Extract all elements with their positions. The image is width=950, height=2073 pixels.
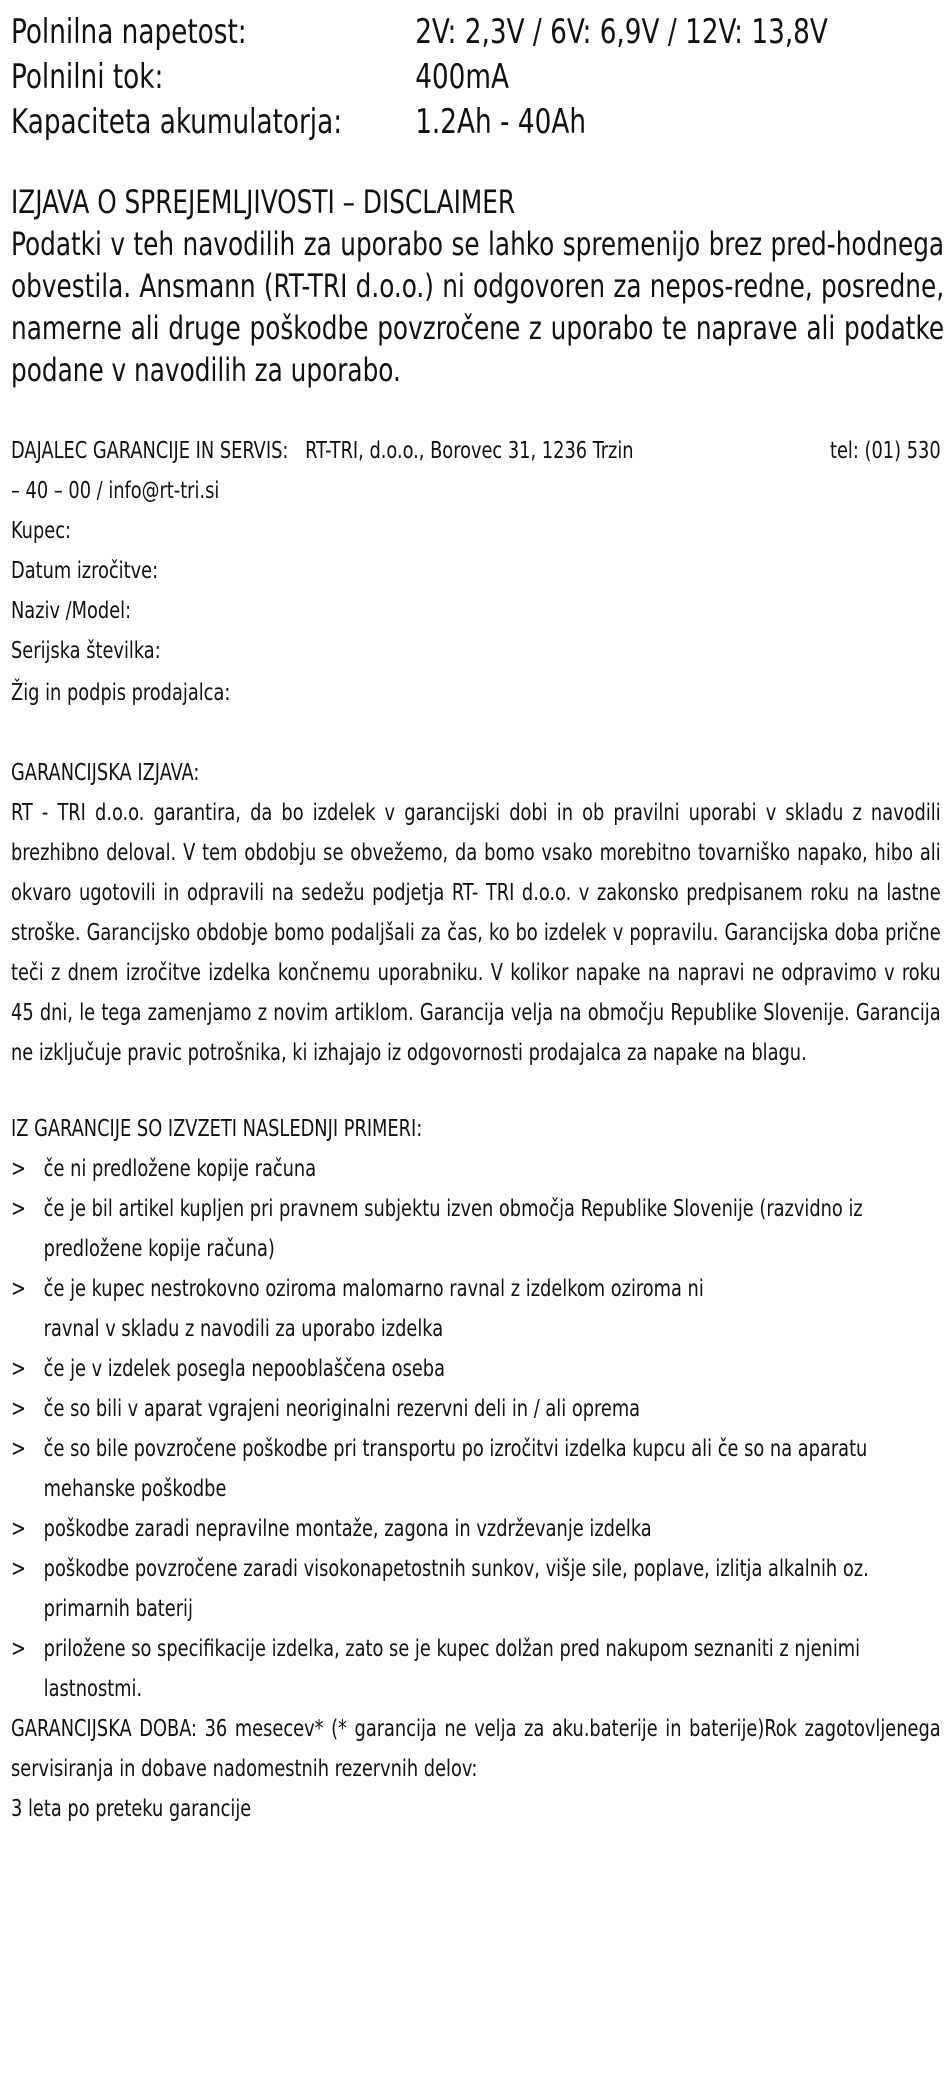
bullet-marker: > <box>11 1156 26 1182</box>
list-item-text: če so bili v aparat vgrajeni neoriginalni rezervni deli in / ali oprema <box>43 1396 641 1422</box>
dealer-contact-continued: – 40 – 00 / info@rt-tri.si <box>11 478 220 504</box>
field-model: Naziv /Model: <box>11 598 132 624</box>
spec-label: Polnilni tok: <box>11 57 164 97</box>
dealer-company: RT-TRI, d.o.o., Borovec 31, 1236 Trzin <box>305 438 634 464</box>
list-item <box>11 1629 941 1709</box>
exceptions-section <box>11 1109 940 1829</box>
list-item <box>11 1269 941 1349</box>
bullet-marker: > <box>11 1276 26 1302</box>
dealer-label: DAJALEC GARANCIJE IN SERVIS: <box>11 438 289 464</box>
dealer-contact-line <box>11 431 941 471</box>
disclaimer-text: Podatki v teh navodilih za uporabo se lahko spremenijo brez pred-hodnega obvestila. Ansmann (RT-TRI d.o.o.) ni odgovoren za nepos-redne, posredne, namerne ali druge poškodbe povzročene z uporabo te naprave ali podatke podane v navodilih za uporabo. <box>11 225 945 389</box>
list-item-text: če je kupec nestrokovno oziroma malomarno ravnal z izdelkom oziroma ni ravnal v skladu z navodili za uporabo izdelka <box>43 1276 704 1342</box>
spec-label: Polnilna napetost: <box>11 12 247 52</box>
spec-value: 400mA <box>415 57 510 97</box>
dealer-section <box>11 431 940 713</box>
list-item-text: če ni predložene kopije računa <box>43 1156 317 1182</box>
bullet-marker: > <box>11 1356 26 1382</box>
spec-value: 1.2Ah - 40Ah <box>415 102 587 142</box>
manual-page <box>0 10 950 2073</box>
bullet-marker: > <box>11 1196 26 1222</box>
warranty-text: RT - TRI d.o.o. garantira, da bo izdelek v garancijski dobi in ob pravilni uporabi v skladu z navodili brezhibno deloval. V tem obdobju se obvežemo, da bomo vsako morebitno tovarniško napako, hibo ali okvaro ugotovili in odpravili na sedežu podjetja RT- TRI d.o.o. v zakonsko predpisanem roku na lastne stroške. Garancijsko obdobje bomo podaljšali za čas, ko bo izdelek v popravilu. Garancijska doba prične teči z dnem izročitve izdelka končnemu uporabniku. V kolikor napake na napravi ne odpravimo v roku 45 dni, le tega zamenjamo z novim artiklom. Garancija velja na območju Republike Slovenije. Garancija ne izključuje pravic potrošnika, ki izhajajo iz odgovornosti prodajalca za napake na blagu. <box>11 800 941 1066</box>
list-item <box>11 1549 941 1629</box>
bullet-marker: > <box>11 1436 26 1462</box>
bullet-marker: > <box>11 1516 26 1542</box>
spec-row-current <box>11 55 810 100</box>
specs-table <box>11 10 940 145</box>
bullet-marker: > <box>11 1396 26 1422</box>
disclaimer-section <box>11 181 945 391</box>
list-item <box>11 1509 941 1549</box>
list-item <box>11 1429 941 1509</box>
spec-row-voltage <box>11 10 828 55</box>
dealer-phone: tel: (01) 530 <box>830 438 941 464</box>
spec-value: 2V: 2,3V / 6V: 6,9V / 12V: 13,8V <box>415 12 828 52</box>
list-item <box>11 1189 941 1269</box>
field-serial-number: Serijska številka: <box>11 638 161 664</box>
list-item <box>11 1149 941 1189</box>
field-seller-stamp-signature: Žig in podpis prodajalca: <box>11 680 231 706</box>
field-handover-date: Datum izročitve: <box>11 558 159 584</box>
exceptions-title: IZ GARANCIJE SO IZVZETI NASLEDNJI PRIMERI: <box>11 1116 423 1142</box>
list-item <box>11 1349 941 1389</box>
warranty-title: GARANCIJSKA IZJAVA: <box>11 760 200 786</box>
bullet-marker: > <box>11 1636 26 1662</box>
list-item-text: priložene so specifikacije izdelka, zato se je kupec dolžan pred nakupom seznaniti z njenimi lastnostmi. <box>43 1636 861 1702</box>
list-item <box>11 1389 941 1429</box>
field-buyer: Kupec: <box>11 518 71 544</box>
warranty-period-text: GARANCIJSKA DOBA: 36 mesecev* (* garancija ne velja za aku.baterije in baterije)Rok zagotovljenega servisiranja in dobave nadomestnih rezervnih delov: <box>11 1716 941 1782</box>
list-item-text: če je v izdelek posegla nepooblaščena oseba <box>43 1356 446 1382</box>
spec-label: Kapaciteta akumulatorja: <box>11 102 343 142</box>
warranty-period-last-line: 3 leta po preteku garancije <box>11 1796 252 1822</box>
list-item-text: poškodbe zaradi nepravilne montaže, zagona in vzdrževanje izdelka <box>43 1516 652 1542</box>
spec-row-capacity <box>11 100 810 145</box>
disclaimer-title: IZJAVA O SPREJEMLJIVOSTI – DISCLAIMER <box>11 183 516 221</box>
list-item-text: če je bil artikel kupljen pri pravnem subjektu izven območja Republike Slovenije (razvidno iz predložene kopije računa) <box>43 1196 863 1262</box>
warranty-section <box>11 753 940 1073</box>
list-item-text: poškodbe povzročene zaradi visokonapetostnih sunkov, višje sile, poplave, izlitja alkalnih oz. primarnih baterij <box>43 1556 869 1622</box>
bullet-marker: > <box>11 1556 26 1582</box>
list-item-text: če so bile povzročene poškodbe pri transportu po izročitvi izdelka kupcu ali če so na aparatu mehanske poškodbe <box>43 1436 868 1502</box>
